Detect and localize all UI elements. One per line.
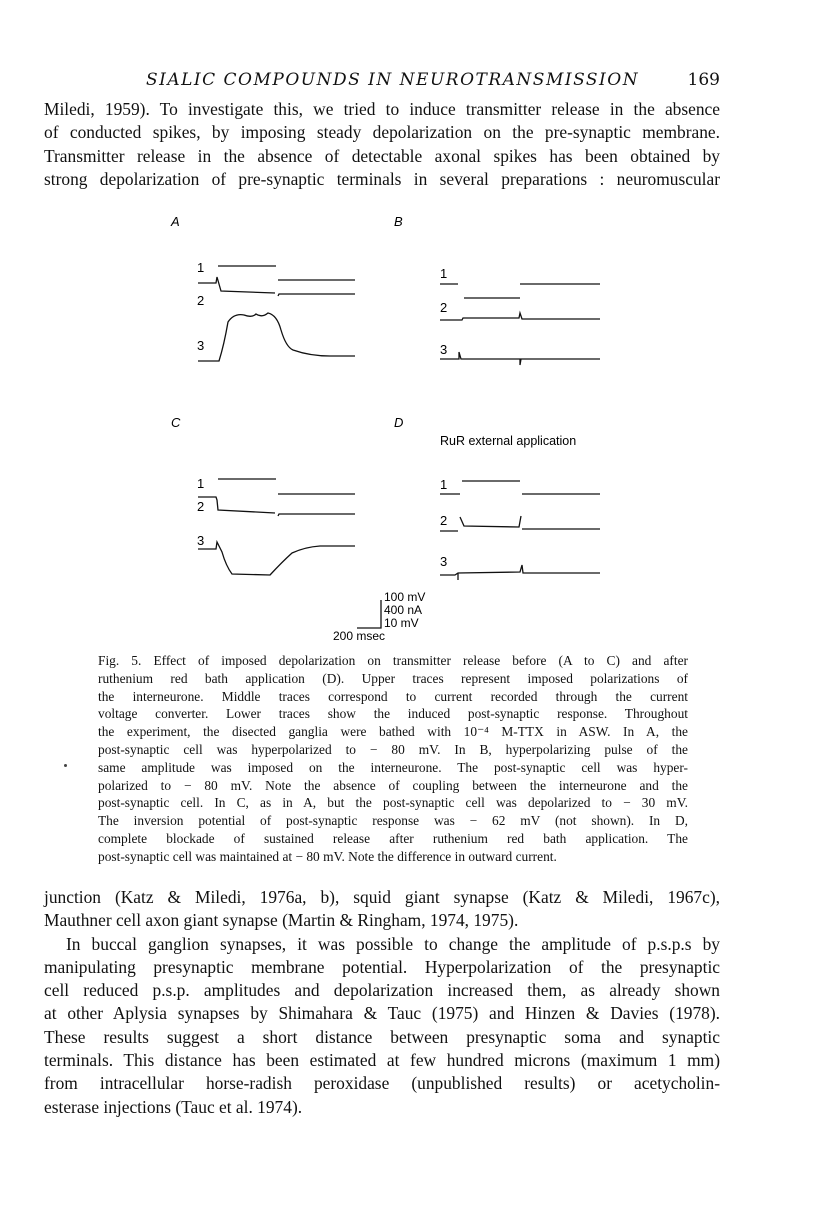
panel-c-trace-3 <box>198 542 355 575</box>
text-line: These results suggest a short distance between presynaptic soma and synaptic <box>44 1026 720 1047</box>
text-line: Mauthner cell axon giant synapse (Martin & Ringham, 1974, 1975). <box>44 910 519 931</box>
panel-label-c: C <box>171 415 181 430</box>
caption-line: post-synaptic cell was hyperpolarized to − 80 mV. In B, hyperpolarizing pulse of the <box>98 741 688 757</box>
panel-d-traces <box>440 481 600 580</box>
panel-a-trace-3 <box>198 313 355 361</box>
trace-label: 3 <box>440 342 448 357</box>
trace-label: 1 <box>197 476 205 491</box>
caption-line: post-synaptic cell. In C, as in A, but the post-synaptic cell was depolarized to − 30 mV. <box>98 795 688 811</box>
trace-label: 3 <box>197 533 205 548</box>
running-head-title: SIALIC COMPOUNDS IN NEUROTRANSMISSION <box>146 70 640 90</box>
text-line: strong depolarization of pre-synaptic terminals in several preparations : neuromuscular <box>44 168 720 189</box>
trace-label: 1 <box>197 260 205 275</box>
panel-label-b: B <box>394 214 403 229</box>
text-line: manipulating presynaptic membrane potential. Hyperpolarization of the presynaptic <box>44 956 720 977</box>
panel-label-a: A <box>171 214 180 229</box>
panel-b-trace-2 <box>440 298 600 320</box>
text-line: terminals. This distance has been estimated at few hundred microns (maximum 1 mm) <box>44 1050 720 1071</box>
text-line: of conducted spikes, by imposing steady depolarization on the pre-synaptic membrane. <box>44 122 720 143</box>
panel-d-trace-1 <box>440 481 600 494</box>
trace-label: 1 <box>440 477 448 492</box>
trace-label: 3 <box>197 338 205 353</box>
trace-label: 2 <box>440 513 448 528</box>
text-line: Miledi, 1959). To investigate this, we tried to induce transmitter release in the absence <box>44 99 720 119</box>
scale-400na: 400 nA <box>384 603 423 617</box>
caption-line: The inversion potential of post-synaptic response was − 62 mV (not shown). In D, <box>98 813 688 829</box>
scale-100mv: 100 mV <box>384 590 426 604</box>
scale-bar <box>357 600 381 628</box>
panel-a-trace-1 <box>218 266 355 280</box>
trace-label: 1 <box>440 266 448 281</box>
panel-d-trace-3 <box>440 565 600 580</box>
figure-caption <box>98 652 688 866</box>
text-line: In buccal ganglion synapses, it was possible to change the amplitude of p.s.p.s by <box>66 933 720 954</box>
caption-line: post-synaptic cell was maintained at − 80 mV. Note the difference in outward current. <box>98 848 557 864</box>
caption-line: the experiment, the disected ganglia were bathed with 10⁻⁴ M-TTX in ASW. In A, the <box>98 724 688 740</box>
text-line: esterase injections (Tauc et al. 1974). <box>44 1096 303 1117</box>
trace-label: 3 <box>440 554 448 569</box>
panel-c-trace-1 <box>218 479 355 494</box>
text-line: from intracellular horse-radish peroxidase (unpublished results) or acetycholin- <box>44 1073 720 1094</box>
panel-b-trace-3 <box>440 352 600 365</box>
panel-c-traces <box>198 479 355 575</box>
caption-line: voltage converter. Lower traces show the induced post-synaptic response. Throughout <box>98 706 688 722</box>
trace-label: 2 <box>197 293 205 308</box>
caption-line: the interneurone. Middle traces correspond to current recorded through the current <box>98 688 688 704</box>
text-line: cell reduced p.s.p. amplitudes and depolarization increased them, as already shown <box>44 980 720 1001</box>
rur-note: RuR external application <box>440 434 577 448</box>
text-line: junction (Katz & Miledi, 1976a, b), squid giant synapse (Katz & Miledi, 1967c), <box>44 887 720 907</box>
text-line: Transmitter release in the absence of detectable axonal spikes has been obtained by <box>44 145 720 166</box>
scale-200msec: 200 msec <box>333 629 386 643</box>
bottom-text <box>44 886 720 1119</box>
caption-line: ruthenium red bath application (D). Upper traces represent imposed polarizations of <box>98 670 688 686</box>
panel-a-traces <box>198 266 355 361</box>
panel-label-d: D <box>394 415 404 430</box>
panel-d-trace-2 <box>440 516 600 531</box>
trace-label: 2 <box>197 499 205 514</box>
scale-10mv: 10 mV <box>384 616 419 630</box>
stray-mark <box>64 764 67 767</box>
caption-line: Fig. 5. Effect of imposed depolarization on transmitter release before (A to C) and after <box>98 653 688 668</box>
panel-c-trace-2 <box>198 497 355 516</box>
caption-line: same amplitude was imposed on the interneurone. The post-synaptic cell was hyper- <box>98 759 688 775</box>
caption-line: polarized to − 80 mV. Note the absence of coupling between the interneurone and the <box>98 777 688 793</box>
caption-line: complete blockade of sustained release after ruthenium red bath application. The <box>98 830 688 846</box>
panel-b-traces <box>440 284 600 365</box>
trace-label: 2 <box>440 300 448 315</box>
page-number: 169 <box>687 70 720 90</box>
text-line: at other Aplysia synapses by Shimahara & Tauc (1975) and Hinzen & Davies (1978). <box>44 1003 720 1024</box>
